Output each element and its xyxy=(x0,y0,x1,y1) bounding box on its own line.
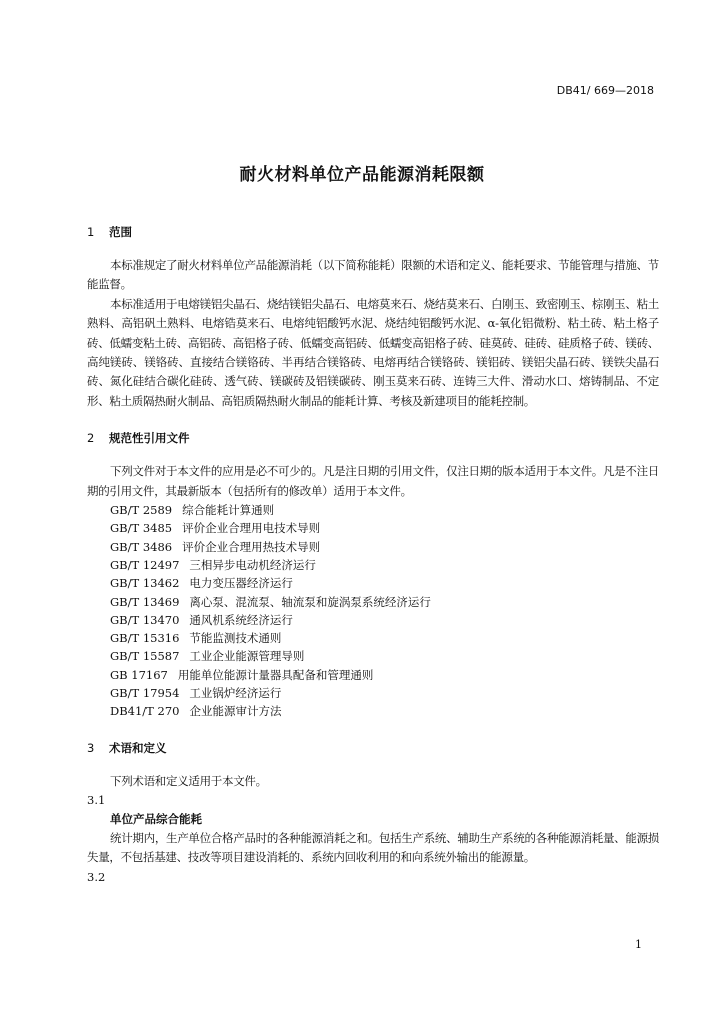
reference-title: 评价企业合理用电技术导则 xyxy=(182,521,321,536)
reference-item xyxy=(87,611,659,629)
document-title: 耐火材料单位产品能源消耗限额 xyxy=(239,165,485,185)
reference-title: 企业能源审计方法 xyxy=(189,704,282,719)
reference-item xyxy=(87,684,659,702)
reference-title: 电力变压器经济运行 xyxy=(189,576,293,591)
terms-intro: 下列术语和定义适用于本文件。 xyxy=(110,773,267,788)
normative-refs-intro: 下列文件对于本文件的应用是必不可少的。凡是注日期的引用文件，仅注日期的版本适用于本文件。凡是不注日期的引用文件，其最新版本（包括所有的修改单）适用于本文件。 xyxy=(87,464,659,498)
reference-item xyxy=(87,519,659,537)
section-title: 范围 xyxy=(109,225,133,239)
term-definition: 统计期内，生产单位合格产品时的各种能源消耗之和。包括生产系统、辅助生产系统的各种能源消耗量、能源损失量，不包括基建、技改等项目建设消耗的、系统内回收利用的和向系统外输出的能源量。 xyxy=(87,831,659,865)
reference-code: GB/T 13462 xyxy=(110,576,180,591)
reference-code: GB/T 13469 xyxy=(110,594,180,609)
reference-title: 三相异步电动机经济运行 xyxy=(189,557,316,572)
section-number: 1 xyxy=(87,225,95,239)
reference-code: GB/T 12497 xyxy=(110,557,180,572)
reference-code: GB/T 15587 xyxy=(110,649,180,664)
reference-item xyxy=(87,538,659,556)
reference-code: GB/T 15316 xyxy=(110,631,180,646)
section-2-heading xyxy=(87,428,659,448)
reference-code: GB/T 2589 xyxy=(110,503,173,518)
reference-title: 通风机系统经济运行 xyxy=(189,612,293,627)
reference-title: 工业企业能源管理导则 xyxy=(189,649,305,664)
section-title: 术语和定义 xyxy=(109,740,167,755)
scope-paragraph-1: 本标准规定了耐火材料单位产品能源消耗（以下简称能耗）限额的术语和定义、能耗要求、节能管理与措施、节能监督。 xyxy=(87,258,659,292)
section-3-heading xyxy=(87,738,659,758)
reference-code: GB 17167 xyxy=(110,667,168,682)
reference-item xyxy=(87,556,659,574)
clause-number: 3.1 xyxy=(87,793,106,808)
section-title: 规范性引用文件 xyxy=(109,431,190,446)
reference-title: 节能监测技术通则 xyxy=(189,631,282,646)
section-1-heading xyxy=(87,222,659,242)
reference-item xyxy=(87,647,659,665)
term-title: 单位产品综合能耗 xyxy=(110,812,202,827)
reference-title: 综合能耗计算通则 xyxy=(182,503,275,518)
reference-title: 离心泵、混流泵、轴流泵和旋涡泵系统经济运行 xyxy=(189,594,431,609)
page-number: 1 xyxy=(635,938,642,951)
reference-title: 用能单位能源计量器具配备和管理通则 xyxy=(177,667,374,682)
reference-code: GB/T 17954 xyxy=(110,686,180,701)
reference-title: 评价企业合理用热技术导则 xyxy=(182,539,321,554)
scope-paragraph-2: 本标准适用于电熔镁铝尖晶石、烧结镁铝尖晶石、电熔莫来石、烧结莫来石、白刚玉、致密刚玉、棕刚玉、粘土熟料、高铝矾土熟料、电熔锆莫来石、电熔纯铝酸钙水泥、烧结纯铝酸钙水泥、α-氧化铝微粉、粘土砖、粘土格子砖、低蠕变粘土砖、高铝砖、高铝格子砖、低蠕变高铝砖、低蠕变高铝格子砖、硅莫砖、硅砖、硅质格子砖、镁砖、高纯镁砖、镁铬砖、直接结合镁铬砖、半再结合镁铬砖、电熔再结合镁铬砖、镁铝砖、镁铝尖晶石砖、镁铁尖晶石砖、氮化硅结合碳化硅砖、透气砖、镁碳砖及铝镁碳砖、刚玉莫来石砖、连铸三大件、滑动水口、熔铸制品、不定形、粘土质隔热耐火制品、高铝质隔热耐火制品的能耗计算、考核及新建项目的能耗控制。 xyxy=(87,296,659,408)
standard-code: DB41/ 669—2018 xyxy=(556,84,654,97)
reference-item xyxy=(87,593,659,611)
reference-title: 工业锅炉经济运行 xyxy=(189,686,282,701)
reference-code: DB41/T 270 xyxy=(110,704,180,719)
section-number: 2 xyxy=(87,431,95,446)
reference-item xyxy=(87,629,659,647)
document-body xyxy=(87,222,659,887)
reference-item xyxy=(87,574,659,592)
reference-code: GB/T 3485 xyxy=(110,521,173,536)
reference-item xyxy=(87,702,659,720)
section-number: 3 xyxy=(87,740,95,755)
clause-number: 3.2 xyxy=(87,869,106,884)
reference-item xyxy=(87,666,659,684)
reference-item xyxy=(87,501,659,519)
reference-code: GB/T 3486 xyxy=(110,539,173,554)
normative-reference-list xyxy=(87,501,659,721)
reference-code: GB/T 13470 xyxy=(110,612,180,627)
